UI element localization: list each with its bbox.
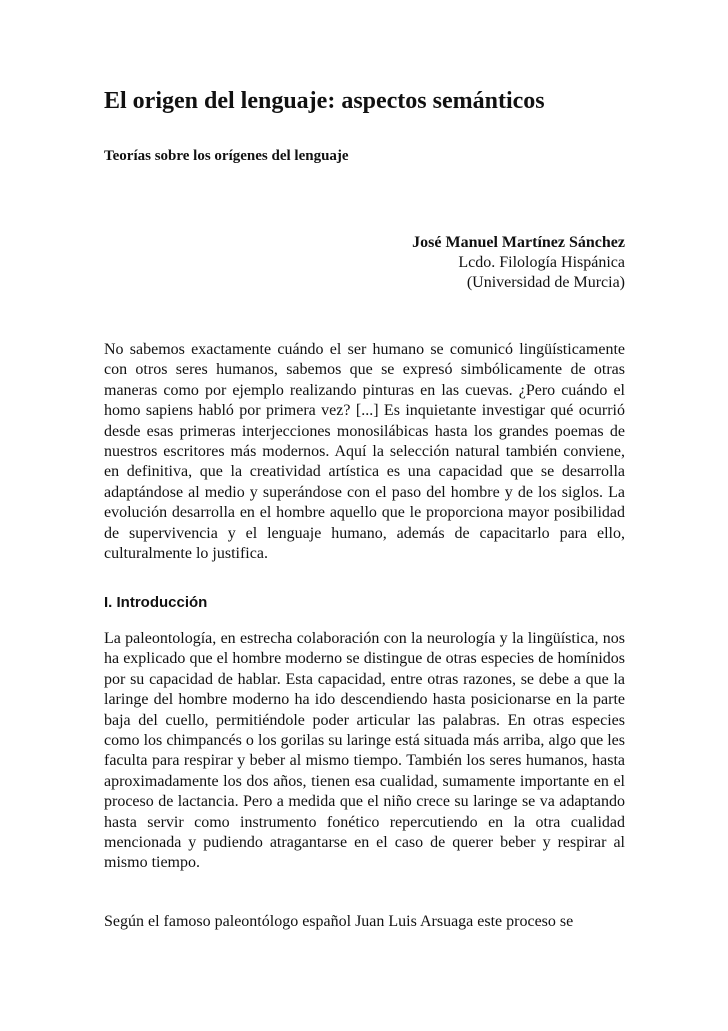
document-title: El origen del lenguaje: aspectos semánticos (104, 88, 545, 114)
introduction-paragraph-2: Según el famoso paleontólogo español Juan Luis Arsuaga este proceso se (104, 913, 574, 930)
author-affiliation: (Universidad de Murcia) (466, 274, 625, 291)
section-heading-introduction: I. Introducción (104, 594, 208, 611)
author-degree: Lcdo. Filología Hispánica (458, 254, 625, 271)
author-name: José Manuel Martínez Sánchez (412, 234, 625, 251)
abstract-paragraph: No sabemos exactamente cuándo el ser humano se comunicó lingüísticamente con otros seres humanos, sabemos que se expresó simbólicamente de otras maneras como por ejemplo realizando pinturas en las cuevas. ¿Pero cuándo el homo sapiens habló por primera vez? [...] Es inquietante investigar qué ocurrió desde esas primeras interjecciones monosilábicas hasta los grandes poemas de nuestros escritores más modernos. Aquí la selección natural también conviene, en definitiva, que la creatividad artística es una capacidad que se desarrolla adaptándose al medio y superándose con el paso del hombre y de los siglos. La evolución desarrolla en el hombre aquello que le proporciona mayor posibilidad de supervivencia y el lenguaje humano, además de capacitarlo para ello, culturalmente lo justifica. (104, 341, 625, 563)
author-block (412, 233, 625, 293)
document-subtitle: Teorías sobre los orígenes del lenguaje (104, 148, 349, 164)
introduction-paragraph-1: La paleontología, en estrecha colaboración con la neurología y la lingüística, nos ha explicado que el hombre moderno se distingue de otras especies de homínidos por su capacidad de hablar. Esta capacidad, entre otras razones, se debe a que la laringe del hombre moderno ha ido descendiendo hasta posicionarse en la parte baja del cuello, permitiéndole poder articular las palabras. En otras especies como los chimpancés o los gorilas su laringe está situada más arriba, algo que les faculta para respirar y beber al mismo tiempo. También los seres humanos, hasta aproximadamente los dos años, tienen esa cualidad, sumamente importante en el proceso de lactancia. Pero a medida que el niño crece su laringe se va adaptando hasta servir como instrumento fonético repercutiendo en la otra cualidad mencionada y pudiendo atragantarse en el caso de querer beber y respirar al mismo tiempo. (104, 630, 625, 872)
